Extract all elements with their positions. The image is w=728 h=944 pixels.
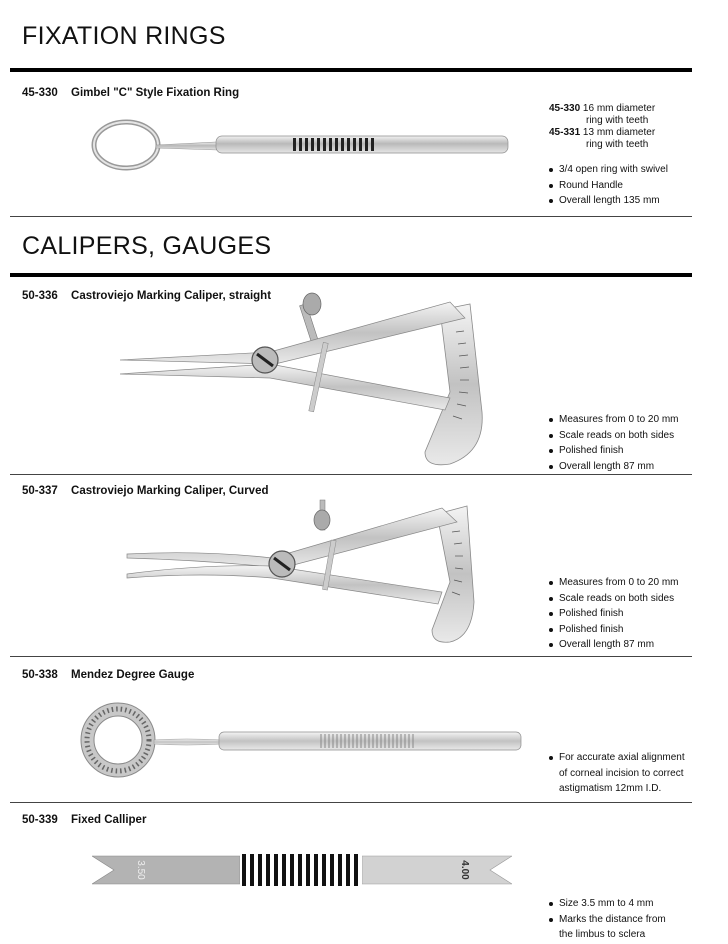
list-item-continued: the limbus to sclera (559, 929, 646, 940)
section-rule (10, 68, 692, 72)
section-title-calipers-gauges: CALIPERS, GAUGES (22, 232, 272, 260)
feature-list-45-330 (549, 162, 668, 209)
list-item: Polished finish (549, 606, 678, 622)
section-title-fixation-rings: FIXATION RINGS (22, 22, 226, 50)
scale-label-right: 4.00 (459, 860, 470, 880)
divider (10, 802, 692, 803)
section-rule (10, 273, 692, 277)
divider (10, 216, 692, 217)
divider (10, 474, 692, 475)
list-item: Size 3.5 mm to 4 mm (549, 896, 666, 912)
product-code: 50-336 (22, 290, 58, 302)
list-item: 3/4 open ring with swivel (549, 162, 668, 178)
product-name: Castroviejo Marking Caliper, Curved (71, 485, 269, 497)
product-code: 45-330 (22, 87, 58, 99)
list-item: Marks the distance from (549, 912, 666, 928)
product-name: Castroviejo Marking Caliper, straight (71, 290, 272, 302)
list-item: Scale reads on both sides (549, 428, 678, 444)
feature-list-50-337 (549, 575, 678, 653)
list-item: Overall length 87 mm (549, 459, 678, 475)
product-name: Gimbel "C" Style Fixation Ring (71, 87, 240, 99)
list-item: Round Handle (549, 178, 668, 194)
feature-list-50-338 (549, 750, 685, 797)
product-title-50-339 (22, 814, 146, 826)
list-item: Polished finish (549, 443, 678, 459)
divider (10, 656, 692, 657)
list-item-continued: of corneal incision to correct (559, 767, 684, 779)
product-code: 50-339 (22, 814, 58, 826)
variant-item: 45-330 16 mm diameter ring with teeth (549, 103, 656, 126)
list-item: Overall length 135 mm (549, 193, 668, 209)
list-item: Overall length 87 mm (549, 637, 678, 653)
list-item-continued: astigmatism 12mm I.D. (559, 783, 662, 794)
product-code: 50-337 (22, 485, 58, 497)
product-code: 50-338 (22, 669, 58, 681)
product-title-50-338 (22, 669, 194, 681)
list-item: Scale reads on both sides (549, 591, 678, 607)
product-name: Mendez Degree Gauge (71, 669, 195, 681)
feature-list-50-336 (549, 412, 678, 474)
list-item: Measures from 0 to 20 mm (549, 575, 678, 591)
degree-gauge-image (76, 698, 526, 790)
scale-label-left: 3.50 (135, 860, 146, 880)
straight-caliper-image (120, 282, 490, 468)
fixed-calliper-image (92, 850, 512, 890)
variant-item: 45-331 13 mm diameter ring with teeth (549, 127, 656, 150)
list-item: For accurate axial alignment (549, 750, 685, 766)
curved-caliper-image (122, 492, 482, 652)
product-title-45-330 (22, 87, 239, 99)
variant-list (549, 103, 655, 151)
list-item: Measures from 0 to 20 mm (549, 412, 678, 428)
feature-list-50-339 (549, 896, 666, 943)
fixation-ring-image (88, 112, 518, 174)
product-name: Fixed Calliper (71, 814, 147, 826)
list-item: Polished finish (549, 622, 678, 638)
